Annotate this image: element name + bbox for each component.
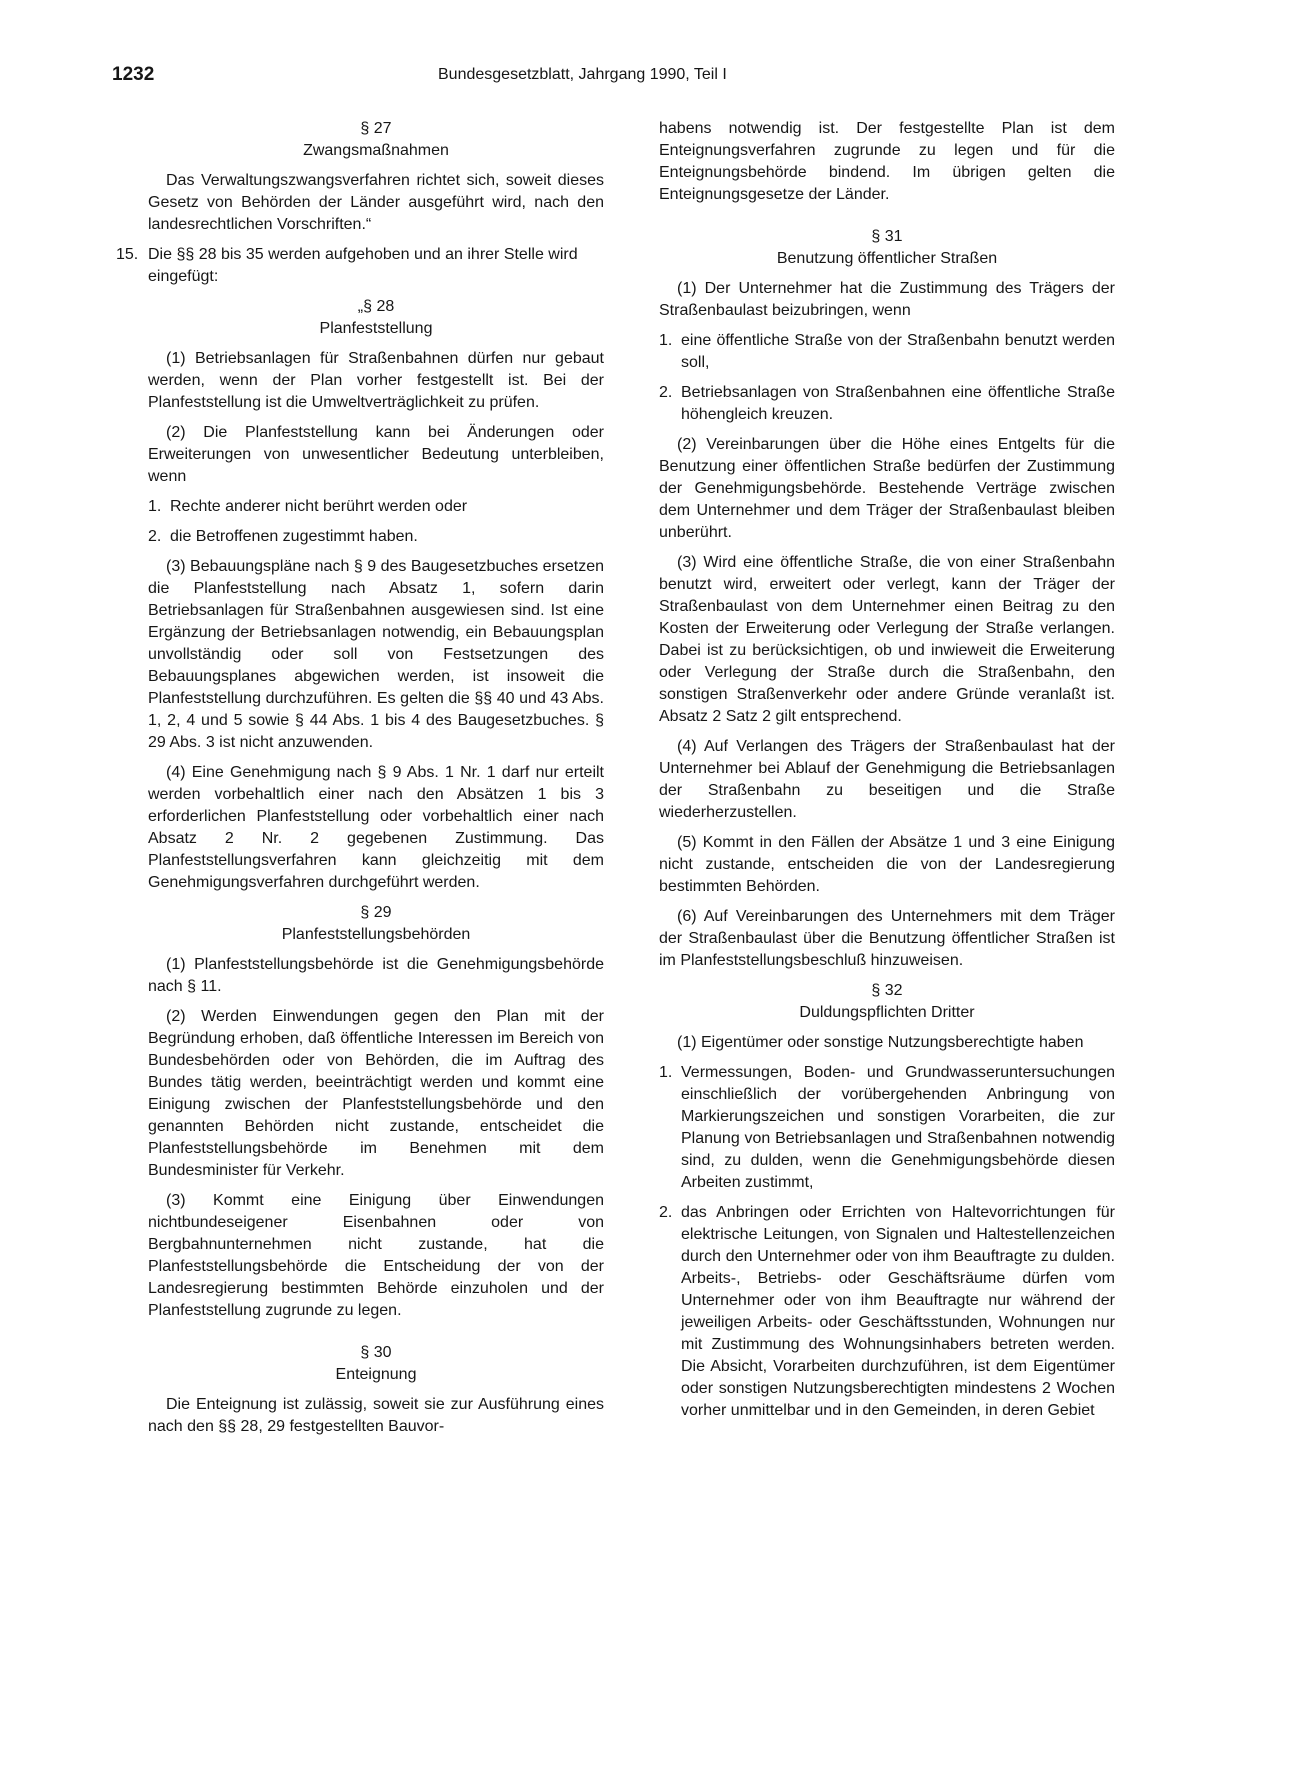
section-31-paragraph-5: (5) Kommt in den Fällen der Absätze 1 und 3 eine Einigung nicht zustande, entscheiden die von der Landesregierung bestimmten Behörden. (659, 834, 1115, 895)
item-15 (116, 244, 604, 288)
page-number: 1232 (112, 64, 155, 85)
section-27-number: § 27 (360, 120, 392, 137)
section-32-list-item-2: 2. das Anbringen oder Errichten von Haltevorrichtungen für elektrische Leitungen, von Signalen und Haltestellenzeichen durch den Unternehmer oder von ihm Beauftragte zu dulden. Arbeits-, Betriebs- oder Geschäftsräume dürfen vom Unternehmer oder von ihm Beauftragte nur während der jeweiligen Arbeits- oder Geschäftsstunden, Wohnungen nur mit Zustimmung des Wohnungsinhabers betreten werden. Die Absicht, Vorarbeiten durchzuführen, ist dem Eigentümer oder sonstigen Nutzungsberechtigten mindestens 2 Wochen vorher unmittelbar und in den Gemeinden, in deren Gebiet (659, 1204, 1115, 1419)
left-column (116, 118, 604, 1446)
section-31-paragraph-2: (2) Vereinbarungen über die Höhe eines Entgelts für die Benutzung einer öffentlichen Straße bedürfen der Zustimmung der Genehmigungsbehörde. Bestehende Verträge zwischen dem Unternehmer und dem Träger der Straßenbaulast bleiben unberührt. (659, 436, 1115, 541)
section-30-paragraph-1: Die Enteignung ist zulässig, soweit sie zur Ausführung eines nach den §§ 28, 29 festgestellten Bauvor- (148, 1396, 604, 1435)
section-30-title: Enteignung (335, 1366, 417, 1383)
section-28-paragraph-2: (2) Die Planfeststellung kann bei Änderungen oder Erweiterungen von unwesentlicher Bedeutung unterbleiben, wenn (148, 424, 604, 485)
section-29-paragraph-1: (1) Planfeststellungsbehörde ist die Genehmigungsbehörde nach § 11. (148, 956, 604, 995)
section-28-list-item-1: 1. Rechte anderer nicht berührt werden oder (148, 498, 468, 515)
publication-header: Bundesgesetzblatt, Jahrgang 1990, Teil I (438, 66, 727, 83)
section-31-paragraph-6: (6) Auf Vereinbarungen des Unternehmers mit dem Träger der Straßenbaulast über die Benutzung öffentlicher Straßen ist im Planfeststellungsbeschluß hinzuweisen. (659, 908, 1115, 969)
section-31-title: Benutzung öffentlicher Straßen (776, 250, 998, 267)
section-29-paragraph-2: (2) Werden Einwendungen gegen den Plan mit der Begründung erhoben, daß öffentliche Interessen im Bereich von Bundesbehörden oder von Behörden, die im Auftrag des Bundes tätig werden, beeinträchtigt werden und kommt eine Einigung zwischen der Planfeststellungsbehörde und den genannten Behörden nicht zustande, entscheidet die Planfeststellungsbehörde im Benehmen mit dem Bundesminister für Verkehr. (148, 1008, 604, 1179)
section-28-list-item-2: 2. die Betroffenen zugestimmt haben. (148, 528, 418, 545)
section-29-title: Planfeststellungsbehörden (281, 926, 471, 943)
section-28-paragraph-1: (1) Betriebsanlagen für Straßenbahnen dürfen nur gebaut werden, wenn der Plan vorher festgestellt ist. Bei der Planfeststellung ist die Umweltverträglichkeit zu prüfen. (148, 350, 604, 411)
section-32-paragraph-1: (1) Eigentümer oder sonstige Nutzungsberechtigte haben (677, 1034, 1084, 1051)
item-15-number: 15. (116, 246, 139, 263)
section-31-list-item-2: 2. Betriebsanlagen von Straßenbahnen eine öffentliche Straße höhengleich kreuzen. (659, 384, 1115, 423)
section-32-list-item-1: 1. Vermessungen, Boden- und Grundwasseruntersuchungen einschließlich der vorübergehenden Anbringung von Markierungszeichen und sonstigen Vorarbeiten, die zur Planung von Betriebsanlagen und Straßenbahnen notwendig sind, zu dulden, wenn die Genehmigungsbehörde diesen Arbeiten zustimmt, (659, 1064, 1115, 1191)
right-column (659, 118, 1115, 1430)
section-28-number: „§ 28 (357, 298, 395, 315)
section-27-title: Zwangsmaßnahmen (303, 142, 449, 159)
section-31-paragraph-3: (3) Wird eine öffentliche Straße, die von einer Straßenbahn benutzt wird, erweitert oder verlegt, kann der Träger der Straßenbaulast von dem Unternehmer einen Beitrag zu den Kosten der Erweiterung oder Verlegung der Straße verlangen. Dabei ist zu berücksichtigen, ob und inwieweit die Erweiterung oder Verlegung der Straße durch die Straßenbahn, den sonstigen Straßenverkehr oder andere Gründe veranlaßt ist. Absatz 2 Satz 2 gilt entsprechend. (659, 554, 1115, 725)
section-29-paragraph-3: (3) Kommt eine Einigung über Einwendungen nichtbundeseigener Eisenbahnen oder von Bergbahnunternehmen nicht zustande, hat die Planfeststellungsbehörde die Entscheidung der von der Landesregierung bestimmten Behörde einzuholen und der Planfeststellung zugrunde zu legen. (148, 1192, 604, 1319)
section-31-paragraph-4: (4) Auf Verlangen des Trägers der Straßenbaulast hat der Unternehmer bei Ablauf der Genehmigung die Betriebsanlagen der Straßenbahn zu beseitigen und die Straße wiederherzustellen. (659, 738, 1115, 821)
section-27-text: Das Verwaltungszwangsverfahren richtet sich, soweit dieses Gesetz von Behörden der Länder ausgeführt wird, nach den landesrechtlichen Vorschriften.“ (148, 172, 604, 233)
section-30-number: § 30 (360, 1344, 392, 1361)
section-28-title: Planfeststellung (319, 320, 433, 337)
section-29-number: § 29 (360, 904, 392, 921)
section-31-paragraph-1: (1) Der Unternehmer hat die Zustimmung des Trägers der Straßenbaulast beizubringen, wenn (659, 280, 1115, 319)
section-32-title: Duldungspflichten Dritter (799, 1004, 975, 1021)
section-32-number: § 32 (871, 982, 903, 999)
section-31-list-item-1: 1. eine öffentliche Straße von der Straßenbahn benutzt werden soll, (659, 332, 1115, 371)
section-28-paragraph-3: (3) Bebauungspläne nach § 9 des Baugesetzbuches ersetzen die Planfeststellung nach Absatz 1, sofern darin Betriebsanlagen für Straßenbahnen ausgewiesen sind. Ist eine Ergänzung der Betriebsanlagen notwendig, ein Bebauungsplan unvollständig oder soll von Festsetzungen des Bebauungsplanes abgewichen werden, ist insoweit die Planfeststellung durchzuführen. Es gelten die §§ 40 und 43 Abs. 1, 2, 4 und 5 sowie § 44 Abs. 1 bis 4 des Baugesetzbuches. § 29 Abs. 3 ist nicht anzuwenden. (148, 558, 604, 751)
item-15-text: Die §§ 28 bis 35 werden aufgehoben und an ihrer Stelle wird eingefügt: (148, 246, 578, 285)
section-31-number: § 31 (871, 228, 903, 245)
section-28-paragraph-4: (4) Eine Genehmigung nach § 9 Abs. 1 Nr. 1 darf nur erteilt werden vorbehaltlich einer nach den Absätzen 1 bis 3 erforderlichen Planfeststellung oder vorbehaltlich einer nach Absatz 2 Nr. 2 gegebenen Zustimmung. Das Planfeststellungsverfahren kann gleichzeitig mit dem Genehmigungsverfahren durchgeführt werden. (148, 764, 604, 891)
section-30-continuation: habens notwendig ist. Der festgestellte Plan ist dem Enteignungsverfahren zugrunde zu legen und für die Enteignungsbehörde bindend. Im übrigen gelten die Enteignungsgesetze der Länder. (659, 120, 1115, 203)
